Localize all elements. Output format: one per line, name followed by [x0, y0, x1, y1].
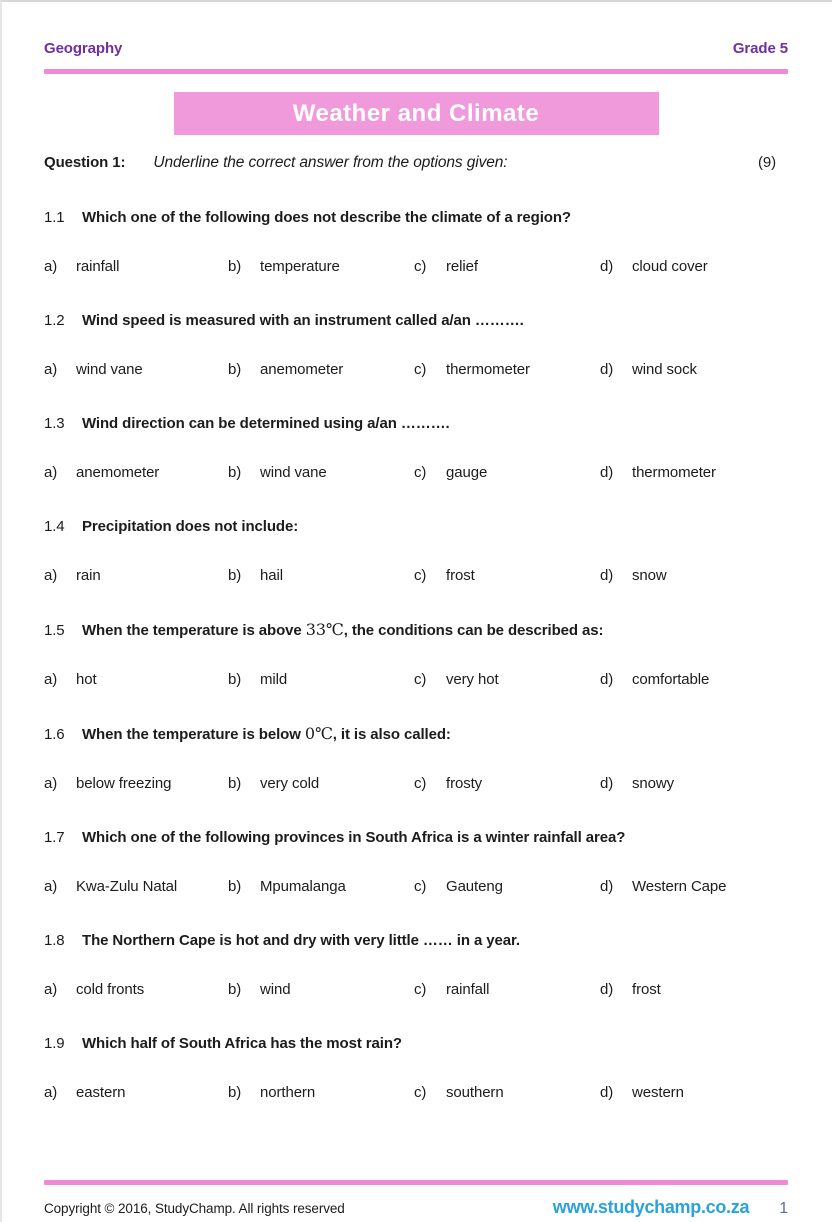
marks-badge: (9)	[757, 154, 776, 171]
page-title: Weather and Climate	[292, 99, 540, 127]
option-text: Mpumalanga	[260, 878, 346, 895]
option-letter: d)	[600, 671, 614, 688]
option-letter: b)	[228, 1084, 242, 1101]
option-b	[228, 464, 414, 482]
options-row	[44, 464, 788, 482]
question-number: 1.1	[44, 209, 65, 226]
question-number: 1.8	[44, 932, 65, 949]
question-number: 1.2	[44, 312, 65, 329]
question-text-pre: When the temperature is above	[82, 622, 306, 639]
option-a	[44, 258, 228, 276]
option-text: Kwa-Zulu Natal	[76, 878, 178, 895]
question-title	[44, 1035, 788, 1053]
option-letter: b)	[228, 878, 242, 895]
option-text: mild	[260, 671, 288, 688]
option-letter: a)	[44, 981, 58, 998]
option-letter: a)	[44, 671, 58, 688]
option-text: rainfall	[76, 258, 120, 275]
question-title	[44, 829, 788, 847]
option-letter: a)	[44, 361, 58, 378]
question-block	[44, 312, 788, 379]
option-letter: d)	[600, 1084, 614, 1101]
option-text: below freezing	[76, 775, 172, 792]
option-text: very hot	[446, 671, 499, 688]
option-letter: d)	[600, 567, 614, 584]
option-letter: b)	[228, 567, 242, 584]
option-d	[600, 671, 788, 689]
option-letter: b)	[228, 671, 242, 688]
question-text-pre: Wind speed is measured with an instrument called a/an ……….	[82, 312, 524, 329]
page-footer	[44, 1180, 788, 1218]
option-text: rain	[76, 567, 101, 584]
option-letter: d)	[600, 775, 614, 792]
question-block	[44, 829, 788, 896]
option-letter: c)	[414, 361, 427, 378]
header-divider	[44, 69, 788, 74]
option-letter: c)	[414, 878, 427, 895]
question-number: 1.9	[44, 1035, 65, 1052]
copyright-text: Copyright © 2016, StudyChamp. All rights reserved	[44, 1201, 345, 1216]
question-text-pre: Which one of the following provinces in South Africa is a winter rainfall area?	[82, 829, 626, 846]
option-b	[228, 671, 414, 689]
option-text: gauge	[446, 464, 488, 481]
option-letter: d)	[600, 361, 614, 378]
option-letter: a)	[44, 878, 58, 895]
option-c	[414, 775, 600, 793]
option-d	[600, 981, 788, 999]
question-text-pre: Which half of South Africa has the most rain?	[82, 1035, 402, 1052]
option-text: anemometer	[260, 361, 344, 378]
option-a	[44, 981, 228, 999]
option-letter: c)	[414, 258, 427, 275]
question-text	[82, 209, 571, 227]
question-title	[44, 209, 788, 227]
option-a	[44, 567, 228, 585]
question-text	[82, 725, 451, 744]
options-row	[44, 1084, 788, 1102]
option-c	[414, 671, 600, 689]
option-b	[228, 258, 414, 276]
option-c	[414, 258, 600, 276]
question-text-post: , the conditions can be described as:	[343, 622, 604, 639]
option-letter: d)	[600, 878, 614, 895]
option-a	[44, 775, 228, 793]
option-c	[414, 361, 600, 379]
options-row	[44, 258, 788, 276]
question-text	[82, 312, 524, 330]
option-letter: d)	[600, 464, 614, 481]
website-link[interactable]: www.studychamp.co.za	[552, 1197, 750, 1217]
question-number: 1.7	[44, 829, 65, 846]
question-title	[44, 621, 788, 640]
question-text-pre: Which one of the following does not describe the climate of a region?	[82, 209, 571, 226]
question-text	[82, 1035, 402, 1053]
option-letter: a)	[44, 775, 58, 792]
option-text: wind sock	[632, 361, 697, 378]
option-c	[414, 878, 600, 896]
option-text: western	[632, 1084, 684, 1101]
option-a	[44, 361, 228, 379]
option-letter: c)	[414, 464, 427, 481]
question-label: Question 1:	[44, 154, 126, 171]
option-text: relief	[446, 258, 478, 275]
option-b	[228, 981, 414, 999]
option-text: southern	[446, 1084, 504, 1101]
option-a	[44, 671, 228, 689]
options-row	[44, 775, 788, 793]
option-text: frost	[446, 567, 475, 584]
question-number: 1.3	[44, 415, 65, 432]
option-text: frost	[632, 981, 661, 998]
question-text-pre: When the temperature is below	[82, 726, 305, 743]
option-text: thermometer	[446, 361, 530, 378]
option-d	[600, 567, 788, 585]
option-letter: c)	[414, 775, 427, 792]
question-text	[82, 829, 625, 847]
question-title	[44, 932, 788, 950]
question-text-pre: Precipitation does not include:	[82, 518, 299, 535]
question-block	[44, 415, 788, 482]
question-title	[44, 415, 788, 433]
question-block	[44, 1035, 788, 1102]
option-letter: c)	[414, 981, 427, 998]
option-letter: c)	[414, 567, 427, 584]
question-block	[44, 621, 788, 689]
option-letter: c)	[414, 671, 427, 688]
option-d	[600, 775, 788, 793]
question-text	[82, 621, 603, 640]
option-text: wind	[260, 981, 291, 998]
header-subject: Geography	[44, 40, 123, 57]
option-text: anemometer	[76, 464, 160, 481]
option-d	[600, 258, 788, 276]
option-text: eastern	[76, 1084, 126, 1101]
options-row	[44, 981, 788, 999]
page-header	[44, 40, 788, 57]
question-text	[82, 932, 520, 950]
option-text: wind vane	[260, 464, 327, 481]
options-row	[44, 361, 788, 379]
option-letter: b)	[228, 775, 242, 792]
question-text-pre: Wind direction can be determined using a/an ……….	[82, 415, 450, 432]
question-text	[82, 415, 450, 433]
options-row	[44, 878, 788, 896]
option-b	[228, 361, 414, 379]
question-title	[44, 312, 788, 330]
option-text: wind vane	[76, 361, 143, 378]
question-number: 1.5	[44, 622, 65, 639]
option-letter: a)	[44, 567, 58, 584]
option-b	[228, 1084, 414, 1102]
option-b	[228, 878, 414, 896]
option-text: Gauteng	[446, 878, 503, 895]
option-letter: b)	[228, 464, 242, 481]
option-text: hail	[260, 567, 283, 584]
option-text: cold fronts	[76, 981, 145, 998]
option-letter: a)	[44, 1084, 58, 1101]
option-d	[600, 1084, 788, 1102]
questions-list	[44, 209, 788, 1102]
question-block	[44, 518, 788, 585]
option-b	[228, 775, 414, 793]
option-letter: b)	[228, 258, 242, 275]
option-d	[600, 464, 788, 482]
option-a	[44, 878, 228, 896]
question-text	[82, 518, 298, 536]
temperature-value: 0℃	[304, 724, 333, 743]
question-title	[44, 518, 788, 536]
question-number: 1.4	[44, 518, 65, 535]
option-text: comfortable	[632, 671, 710, 688]
title-banner	[174, 92, 659, 135]
page-number: 1	[779, 1200, 788, 1217]
question-number: 1.6	[44, 726, 65, 743]
option-letter: b)	[228, 361, 242, 378]
header-grade: Grade 5	[732, 40, 788, 57]
option-text: very cold	[260, 775, 320, 792]
option-letter: a)	[44, 464, 58, 481]
option-c	[414, 981, 600, 999]
option-letter: d)	[600, 258, 614, 275]
option-letter: a)	[44, 258, 58, 275]
options-row	[44, 567, 788, 585]
option-c	[414, 567, 600, 585]
option-b	[228, 567, 414, 585]
options-row	[44, 671, 788, 689]
option-text: northern	[260, 1084, 316, 1101]
option-text: snowy	[632, 775, 675, 792]
option-a	[44, 464, 228, 482]
option-text: cloud cover	[632, 258, 708, 275]
question-title	[44, 725, 788, 744]
option-a	[44, 1084, 228, 1102]
footer-divider	[44, 1180, 788, 1185]
question-block	[44, 932, 788, 999]
option-c	[414, 464, 600, 482]
option-letter: c)	[414, 1084, 427, 1101]
question-text-pre: The Northern Cape is hot and dry with very little …… in a year.	[82, 932, 520, 949]
temperature-value: 33℃	[305, 620, 344, 639]
option-text: frosty	[446, 775, 483, 792]
option-letter: d)	[600, 981, 614, 998]
option-text: hot	[76, 671, 97, 688]
option-d	[600, 878, 788, 896]
option-letter: b)	[228, 981, 242, 998]
option-d	[600, 361, 788, 379]
option-text: temperature	[260, 258, 340, 275]
question-block	[44, 725, 788, 793]
option-text: Western Cape	[632, 878, 727, 895]
instruction-text: Underline the correct answer from the options given:	[153, 154, 508, 171]
option-text: rainfall	[446, 981, 490, 998]
option-c	[414, 1084, 600, 1102]
question-instruction-row	[44, 154, 788, 172]
question-block	[44, 209, 788, 276]
question-text-post: , it is also called:	[332, 726, 451, 743]
option-text: snow	[632, 567, 667, 584]
option-text: thermometer	[632, 464, 716, 481]
